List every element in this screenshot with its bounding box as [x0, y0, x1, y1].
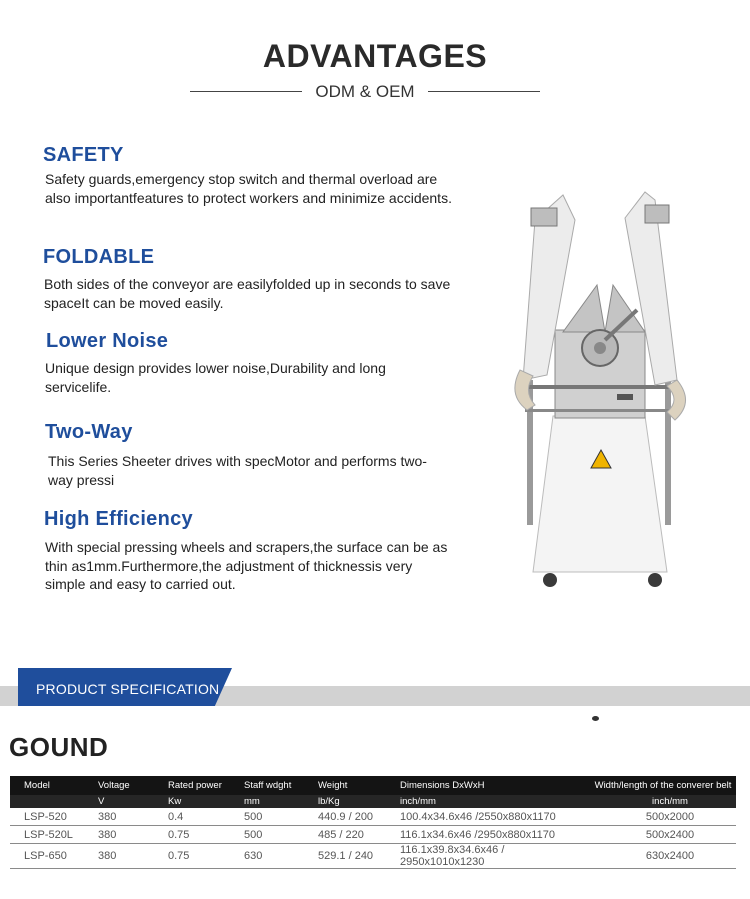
cell-rated-power: 0.75 — [154, 844, 230, 869]
cell-model: LSP-650 — [10, 844, 84, 869]
cell-belt: 500x2000 — [590, 808, 736, 826]
unit-dimensions: inch/mm — [386, 795, 590, 808]
feature-text-two-way: This Series Sheeter drives with specMotor and performs two-way pressi — [48, 453, 427, 488]
col-model: Model — [10, 776, 84, 795]
unit-voltage: V — [84, 795, 154, 808]
cell-dimensions: 116.1x39.8x34.6x46 / 2950x1010x1230 — [386, 844, 590, 869]
cell-model: LSP-520L — [10, 826, 84, 844]
cell-dimensions: 100.4x34.6x46 /2550x880x1170 — [386, 808, 590, 826]
col-voltage: Voltage — [84, 776, 154, 795]
spec-header-row — [10, 776, 736, 795]
dough-sheeter-image — [505, 180, 705, 592]
table-row — [10, 844, 736, 869]
col-rated-power: Rated power — [154, 776, 230, 795]
cell-weight: 529.1 / 240 — [304, 844, 386, 869]
unit-weight: lb/Kg — [304, 795, 386, 808]
col-staff-weight: Staff wdght — [230, 776, 304, 795]
cell-staff-weight: 500 — [230, 808, 304, 826]
unit-staff-weight: mm — [230, 795, 304, 808]
cell-rated-power: 0.75 — [154, 826, 230, 844]
decorative-dot — [592, 716, 599, 721]
unit-rated-power: Kw — [154, 795, 230, 808]
page-subtitle: ODM & OEM — [315, 82, 415, 101]
col-weight: Weight — [304, 776, 386, 795]
subtitle-divider-right — [428, 91, 540, 92]
feature-heading-foldable: FOLDABLE — [43, 246, 155, 268]
cell-voltage: 380 — [84, 826, 154, 844]
subtitle-row — [190, 82, 540, 102]
cell-rated-power: 0.4 — [154, 808, 230, 826]
cell-belt: 630x2400 — [590, 844, 736, 869]
feature-heading-lower-noise: Lower Noise — [46, 330, 169, 352]
spec-table — [10, 776, 736, 869]
cell-dimensions: 116.1x34.6x46 /2950x880x1170 — [386, 826, 590, 844]
col-dimensions: Dimensions DxWxH — [386, 776, 590, 795]
feature-text-lower-noise: Unique design provides lower noise,Durability and long servicelife. — [45, 360, 386, 395]
cell-voltage: 380 — [84, 808, 154, 826]
col-belt: Width/length of the converer belt — [590, 776, 736, 795]
unit-belt: inch/mm — [590, 795, 736, 808]
cell-belt: 500x2400 — [590, 826, 736, 844]
brand-name: GOUND — [9, 732, 109, 762]
table-row — [10, 826, 736, 844]
feature-heading-two-way: Two-Way — [45, 421, 133, 443]
unit-model — [10, 795, 84, 808]
page-title: ADVANTAGES — [262, 38, 488, 74]
feature-heading-safety: SAFETY — [43, 144, 124, 166]
cell-model: LSP-520 — [10, 808, 84, 826]
cell-weight: 485 / 220 — [304, 826, 386, 844]
table-row — [10, 808, 736, 826]
cell-staff-weight: 500 — [230, 826, 304, 844]
spec-tab-label: PRODUCT SPECIFICATION — [36, 681, 220, 697]
feature-heading-high-efficiency: High Efficiency — [44, 508, 193, 530]
feature-text-safety: Safety guards,emergency stop switch and thermal overload are also importantfeatures to protect workers and minimize accidents. — [45, 171, 452, 206]
cell-staff-weight: 630 — [230, 844, 304, 869]
spec-units-row — [10, 795, 736, 808]
feature-text-high-efficiency: With special pressing wheels and scrapers,the surface can be as thin as1mm.Furthermore,the adjustment of thicknessis very simple and easy to carried out. — [45, 539, 448, 592]
cell-voltage: 380 — [84, 844, 154, 869]
feature-text-foldable: Both sides of the conveyor are easilyfolded up in seconds to save spaceIt can be moved easily. — [44, 276, 451, 311]
cell-weight: 440.9 / 200 — [304, 808, 386, 826]
